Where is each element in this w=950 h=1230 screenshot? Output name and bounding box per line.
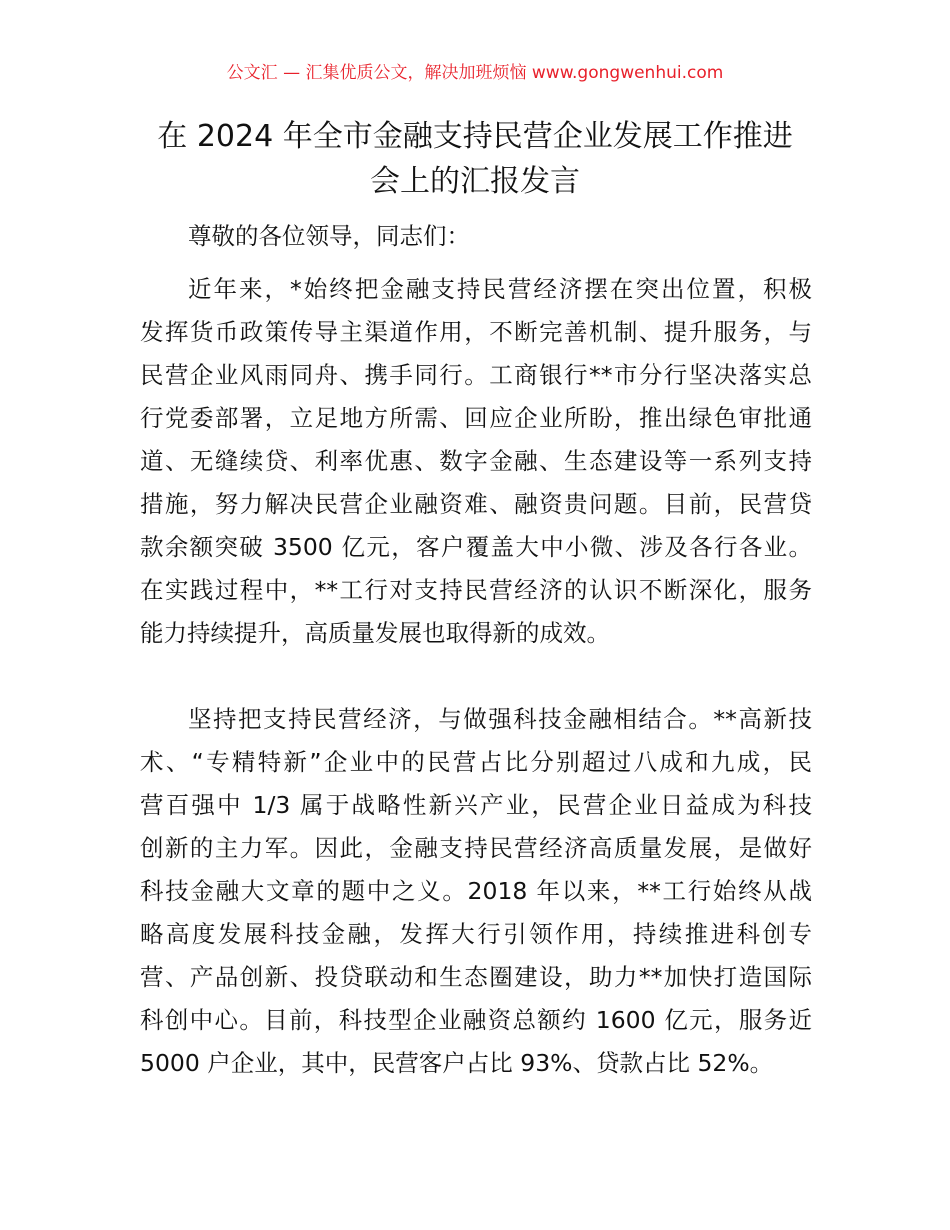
paragraph-line: 发挥货币政策传导主渠道作用，不断完善机制、提升服务，与 <box>140 318 812 346</box>
paragraph-line: 科创中心。目前，科技型企业融资总额约 1600 亿元，服务近 <box>140 1006 812 1034</box>
paragraph-line: 能力持续提升，高质量发展也取得新的成效。 <box>140 619 610 647</box>
document-title <box>120 114 830 204</box>
paragraph-1 <box>140 268 812 655</box>
paragraph-line: 5000 户企业，其中，民营客户占比 93%、贷款占比 52%。 <box>140 1049 774 1077</box>
paragraph-line: 行党委部署，立足地方所需、回应企业所盼，推出绿色审批通 <box>140 404 812 432</box>
paragraph-line: 创新的主力军。因此，金融支持民营经济高质量发展，是做好 <box>140 834 812 862</box>
paragraph-line: 措施，努力解决民营企业融资难、融资贵问题。目前，民营贷 <box>140 490 812 518</box>
paragraph-line: 术、“专精特新”企业中的民营占比分别超过八成和九成，民 <box>140 748 812 776</box>
paragraph-line: 营、产品创新、投贷联动和生态圈建设，助力**加快打造国际 <box>140 963 812 991</box>
paragraph-line: 在实践过程中，**工行对支持民营经济的认识不断深化，服务 <box>140 576 812 604</box>
title-line: 会上的汇报发言 <box>370 164 580 199</box>
paragraph-line: 民营企业风雨同舟、携手同行。工商银行**市分行坚决落实总 <box>140 361 812 389</box>
paragraph-2 <box>140 698 812 1085</box>
paragraph-line: 近年来，*始终把金融支持民营经济摆在突出位置，积极 <box>188 275 812 303</box>
paragraph-line: 款余额突破 3500 亿元，客户覆盖大中小微、涉及各行各业。 <box>140 533 812 561</box>
paragraph-line: 科技金融大文章的题中之义。2018 年以来，**工行始终从战 <box>140 877 812 905</box>
paragraph-line: 坚持把支持民营经济，与做强科技金融相结合。**高新技 <box>188 705 812 733</box>
title-line: 在 2024 年全市金融支持民营企业发展工作推进 <box>157 119 793 154</box>
document-body <box>140 215 812 1095</box>
paragraph-line: 营百强中 1/3 属于战略性新兴产业，民营企业日益成为科技 <box>140 791 812 819</box>
paragraph-line: 略高度发展科技金融，发挥大行引领作用，持续推进科创专 <box>140 920 812 948</box>
greeting <box>140 215 812 258</box>
paragraph-line: 道、无缝续贷、利率优惠、数字金融、生态建设等一系列支持 <box>140 447 812 475</box>
greeting-text: 尊敬的各位领导，同志们： <box>188 222 470 250</box>
watermark-header: 公文汇 — 汇集优质公文，解决加班烦恼 www.gongwenhui.com <box>226 63 724 83</box>
